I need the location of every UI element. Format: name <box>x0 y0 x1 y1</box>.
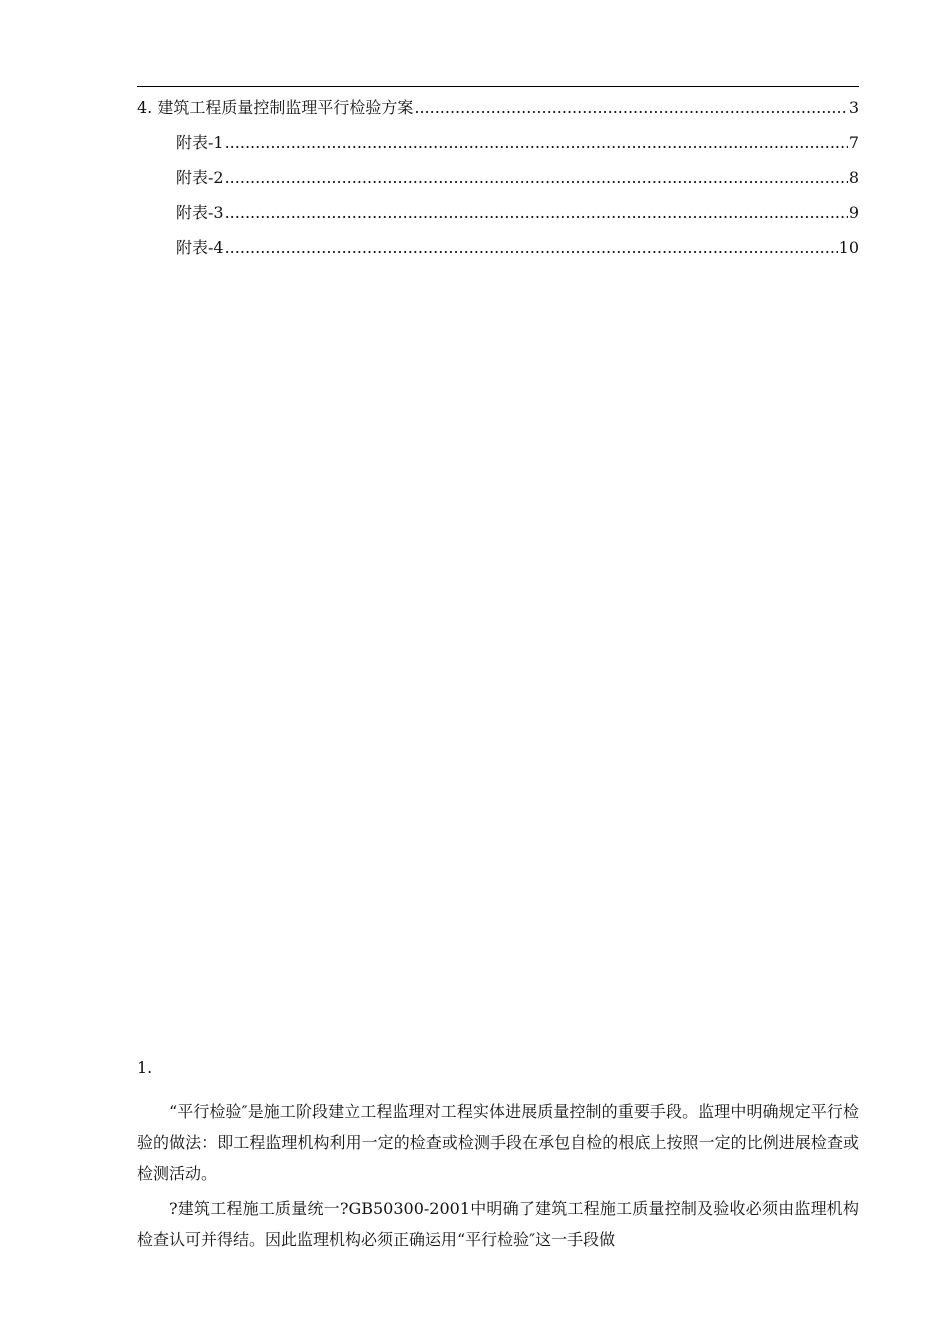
toc-entry-appendix-3[interactable] <box>137 201 859 236</box>
toc-entry-label: 附表-4 <box>176 238 224 257</box>
toc-entry-main[interactable] <box>137 96 859 131</box>
toc-entry-label: 4. 建筑工程质量控制监理平行检验方案 <box>137 98 414 117</box>
toc-entry-appendix-2[interactable] <box>137 166 859 201</box>
toc-leader-dots <box>225 131 848 155</box>
toc-page-number: 9 <box>848 203 859 222</box>
table-of-contents <box>137 96 859 271</box>
toc-leader-dots <box>414 96 847 120</box>
toc-entry-appendix-1[interactable] <box>137 131 859 166</box>
toc-page-number: 8 <box>848 168 859 187</box>
toc-page-number: 3 <box>848 98 859 117</box>
toc-entry-label: 附表-2 <box>176 168 224 187</box>
section-number: 1. <box>137 1058 153 1077</box>
toc-entry-label: 附表-1 <box>176 133 224 152</box>
body-paragraph: ?建筑工程施工质量统一?GB50300-2001中明确了建筑工程施工质量控制及验收必须由监理机构检查认可并得结。因此监理机构必须正确运用“平行检验″这一手段做 <box>137 1199 859 1249</box>
toc-leader-dots <box>225 166 848 190</box>
toc-leader-dots <box>225 236 838 260</box>
header-rule <box>137 86 859 87</box>
toc-entry-appendix-4[interactable] <box>137 236 859 271</box>
section-body <box>137 1056 859 1259</box>
toc-leader-dots <box>225 201 848 225</box>
toc-entry-label: 附表-3 <box>176 203 224 222</box>
toc-page-number: 7 <box>848 133 859 152</box>
body-paragraph: “平行检验″是施工阶段建立工程监理对工程实体进展质量控制的重要手段。监理中明确规定平行检验的做法：即工程监理机构利用一定的检查或检测手段在承包自检的根底上按照一定的比例进展检查或检测活动。 <box>137 1102 859 1183</box>
toc-page-number: 10 <box>838 238 859 257</box>
